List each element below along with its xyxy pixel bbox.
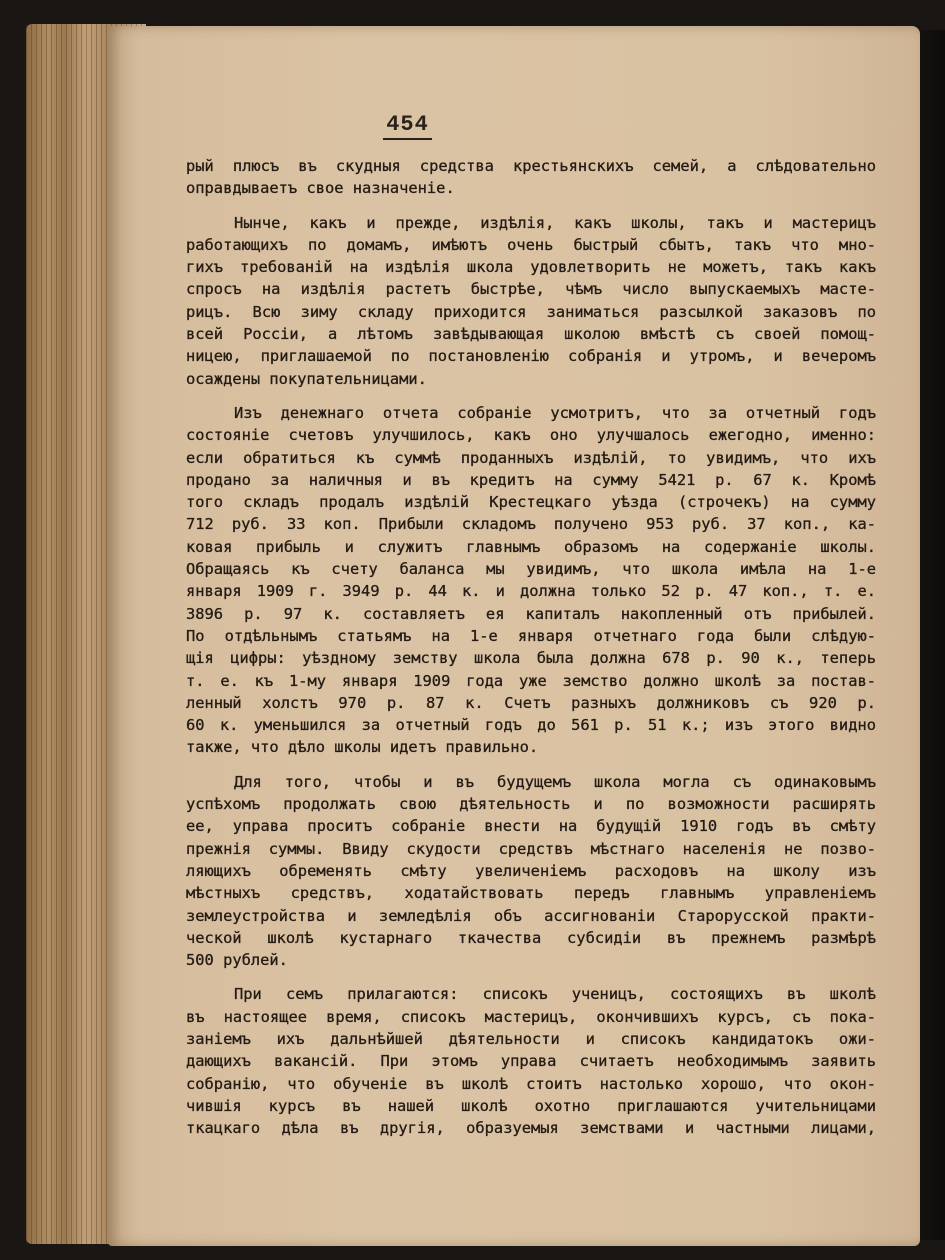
paragraph [186, 402, 876, 759]
text-line: Изъ денежнаго отчета собраніе усмотритъ, что за отчетный годъ [234, 403, 876, 422]
paragraph [186, 771, 876, 972]
text-line: По отдѣльнымъ статьямъ на 1-е января отчетнаго года были слѣдую- [186, 626, 876, 645]
text-line: ковая прибыль и служитъ главнымъ образомъ на содержаніе школы. [186, 537, 876, 556]
text-line: гихъ требованій на издѣлія школа удовлетворить не можетъ, такъ какъ [186, 258, 876, 277]
body-text [186, 155, 876, 1151]
text-line: чившія курсъ въ нашей школѣ охотно приглашаются учительницами [186, 1096, 876, 1115]
page-gutter-shadow [920, 30, 945, 1240]
page-number [0, 112, 945, 137]
text-line: состояніе счетовъ улучшилось, какъ оно улучшалось ежегодно, именно: [186, 426, 876, 445]
text-line: прежнія суммы. Ввиду скудости средствъ мѣстнаго населенія не позво- [186, 839, 876, 858]
text-line: спросъ на издѣлія растетъ быстрѣе, чѣмъ число выпускаемыхъ масте- [186, 280, 876, 299]
page-number-text: 454 [383, 112, 432, 140]
text-line: того складъ продалъ издѣлій Крестецкаго уѣзда (строчекъ) на сумму [186, 493, 876, 512]
text-line: Обращаясь къ счету баланса мы увидимъ, что школа имѣла на 1-е [186, 560, 876, 579]
text-line: землеустройства и земледѣлія объ ассигнованіи Старорусской практи- [186, 906, 876, 925]
paragraph [186, 212, 876, 390]
text-line: также, что дѣло школы идетъ правильно. [186, 738, 539, 757]
text-line: если обратиться къ суммѣ проданныхъ издѣлій, то увидимъ, что ихъ [186, 448, 876, 467]
text-line: ляющихъ обременять смѣту увеличеніемъ расходовъ на школу изъ [186, 861, 876, 880]
text-line: Для того, чтобы и въ будущемъ школа могла съ одинаковымъ [234, 772, 876, 791]
text-line: 712 руб. 33 коп. Прибыли складомъ получено 953 руб. 37 коп., ка- [186, 515, 876, 534]
text-line: ленный холстъ 970 р. 87 к. Счетъ разныхъ должниковъ съ 920 р. [186, 693, 876, 712]
text-line: собранію, что обученіе въ школѣ стоитъ настолько хорошо, что окон- [186, 1074, 876, 1093]
paragraph [186, 155, 876, 200]
text-line: ческой школѣ кустарнаго ткачества субсидіи въ прежнемъ размѣрѣ [186, 928, 876, 947]
text-line: продано за наличныя и въ кредитъ на сумму 5421 р. 67 к. Кромѣ [186, 470, 876, 489]
text-line: оправдываетъ свое назначеніе. [186, 179, 455, 198]
text-line: щія цифры: уѣздному земству школа была должна 678 р. 90 к., теперь [186, 649, 876, 668]
text-line: ткацкаго дѣла въ другія, образуемыя земствами и частными лицами, [186, 1119, 876, 1138]
text-line: 500 рублей. [186, 951, 288, 970]
text-line: осаждены покупательницами. [186, 369, 427, 388]
text-line: При семъ прилагаются: списокъ ученицъ, состоящихъ въ школѣ [234, 985, 876, 1004]
text-line: 3896 р. 97 к. составляетъ ея капиталъ накопленный отъ прибылей. [186, 604, 876, 623]
text-line: всей Россіи, а лѣтомъ завѣдывающая школою вмѣстѣ съ своей помощ- [186, 325, 876, 344]
text-line: заніемъ ихъ дальнѣйшей дѣятельности и списокъ кандидатокъ ожи- [186, 1029, 876, 1048]
text-line: дающихъ вакансій. При этомъ управа считаетъ необходимымъ заявить [186, 1052, 876, 1071]
text-line: работающихъ по домамъ, имѣютъ очень быстрый сбытъ, такъ что мно- [186, 235, 876, 254]
text-line: Нынче, какъ и прежде, издѣлія, какъ школы, такъ и мастерицъ [234, 213, 876, 232]
text-line: т. е. къ 1-му января 1909 года уже земство должно школѣ за постав- [186, 671, 876, 690]
text-line: ее, управа проситъ собраніе внести на будущій 1910 годъ въ смѣту [186, 817, 876, 836]
text-line: 60 к. уменьшился за отчетный годъ до 561 р. 51 к.; изъ этого видно [186, 716, 876, 735]
text-line: января 1909 г. 3949 р. 44 к. и должна только 52 р. 47 коп., т. е. [186, 582, 876, 601]
text-line: успѣхомъ продолжать свою дѣятельность и по возможности расширять [186, 795, 876, 814]
text-line: ницею, приглашаемой по постановленію собранія и утромъ, и вечеромъ [186, 347, 876, 366]
text-line: рицъ. Всю зиму складу приходится заниматься разсылкой заказовъ по [186, 302, 876, 321]
text-line: рый плюсъ въ скудныя средства крестьянскихъ семей, а слѣдовательно [186, 157, 876, 175]
text-line: въ настоящее время, списокъ мастерицъ, окончившихъ курсъ, съ пока- [186, 1007, 876, 1026]
paragraph [186, 983, 876, 1139]
text-line: мѣстныхъ средствъ, ходатайствовать передъ главнымъ управленіемъ [186, 884, 876, 903]
